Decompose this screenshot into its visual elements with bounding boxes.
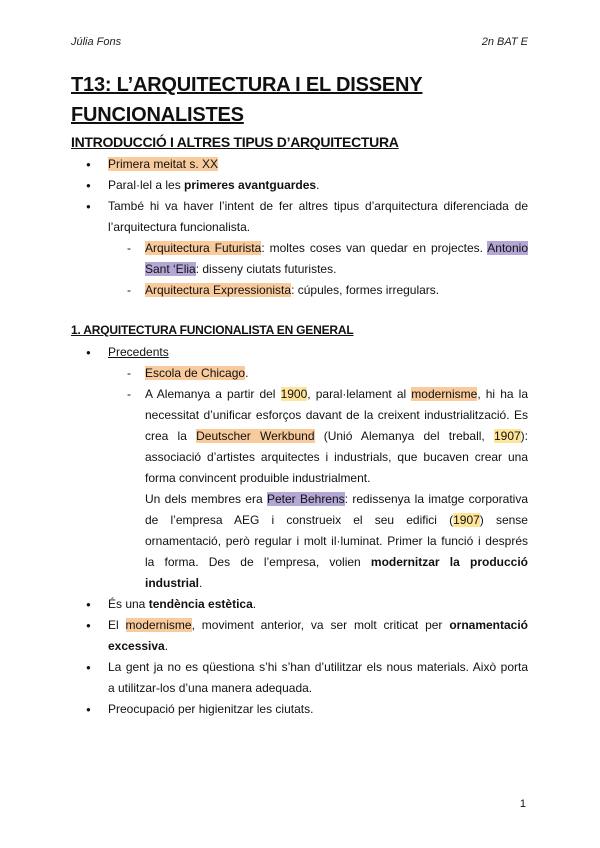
text: També hi va haver l’intent de fer altres tipus d’arquitectura diferenciada de: [108, 199, 528, 213]
paragraph-line: [145, 405, 528, 426]
document-title: T13: L’ARQUITECTURA I EL DISSENY FUNCIONALISTES: [71, 74, 423, 126]
highlight-text: modernisme: [411, 387, 478, 401]
list-item-continuation: [108, 678, 312, 699]
text: La gent ja no es qüestiona s’hi s’han d’utilitzar els nous materials. Això porta: [108, 660, 528, 674]
bold-text: industrial: [145, 576, 200, 590]
text: necessitat d’unificar esforços davant de la creixent industrialització. Es: [145, 408, 528, 422]
text: Un dels membres era: [145, 492, 267, 506]
paragraph-line: [145, 510, 528, 531]
header-course: 2n BAT E: [481, 36, 528, 48]
paragraph-line: [145, 552, 528, 573]
highlight-date: 1907: [453, 513, 480, 527]
header-author: Júlia Fons: [71, 36, 122, 48]
text: forma convincent produible industrialment.: [145, 471, 371, 485]
paragraph-line: [145, 468, 370, 489]
bold-text: modernitzar la producció: [370, 555, 528, 569]
text: de l’empresa AEG i construeix el seu edifici (: [145, 513, 454, 527]
text: crea la: [145, 429, 197, 443]
text: Paral·lel a les: [108, 178, 185, 192]
list-item: [108, 175, 319, 196]
list-item: [108, 615, 528, 636]
text: associació d’artistes arquitectes i industrials, que bucaven crear una: [145, 450, 528, 464]
sub-list-item: [145, 280, 439, 301]
text: , hi ha la: [477, 387, 528, 401]
text: .: [316, 178, 320, 192]
highlight-name: Peter Behrens: [266, 492, 345, 506]
sub-list-item: [145, 238, 528, 259]
text: .: [245, 366, 249, 380]
bold-text: excessiva: [108, 639, 165, 653]
highlight-text: Primera meitat s. XX: [108, 157, 219, 171]
text: : cúpules, formes irregulars.: [291, 283, 440, 297]
text: ) sense: [479, 513, 528, 527]
sub-list-item: [145, 384, 528, 405]
text: És una: [108, 597, 149, 611]
text: : moltes coses van quedar en projectes.: [261, 241, 488, 255]
highlight-date: 1900: [280, 387, 308, 401]
text: a utilitzar-los d’una manera adequada.: [108, 681, 313, 695]
highlight-text: Escola de Chicago: [145, 366, 246, 380]
highlight-name: Antonio: [487, 241, 528, 255]
list-item-continuation: [108, 217, 250, 238]
highlight-date: 1907: [493, 429, 521, 443]
text: la forma. Des de l’empresa, volien: [145, 555, 371, 569]
text: : disseny ciutats futuristes.: [195, 262, 337, 276]
text: A Alemanya a partir del: [145, 387, 281, 401]
text: ):: [520, 429, 529, 443]
highlight-text: Deutscher Werkbund: [196, 429, 315, 443]
text: .: [199, 576, 203, 590]
paragraph-line: [145, 489, 528, 510]
underlined-text: Precedents: [108, 345, 169, 359]
sub-list-item-continuation: [145, 259, 336, 280]
section-heading-intro: INTRODUCCIÓ I ALTRES TIPUS D’ARQUITECTURA: [71, 134, 399, 150]
bold-text: primeres avantguardes: [184, 178, 317, 192]
highlight-text: Arquitectura Futurista: [145, 241, 262, 255]
paragraph-line: [145, 447, 528, 468]
section-heading-1: 1. ARQUITECTURA FUNCIONALISTA EN GENERAL: [71, 323, 354, 337]
sub-list-item: [145, 363, 248, 384]
list-item: [108, 699, 313, 720]
highlight-text: modernisme: [125, 618, 192, 632]
list-item: [108, 657, 528, 678]
highlight-name: Sant ‘Elia: [145, 262, 196, 276]
highlight-text: Arquitectura Expressionista: [145, 283, 292, 297]
text: Preocupació per higienitzar les ciutats.: [108, 702, 314, 716]
list-item: [108, 594, 256, 615]
text: El: [108, 618, 126, 632]
page-number: 1: [519, 798, 526, 810]
bold-text: ornamentació: [449, 618, 528, 632]
bold-text: tendència estètica: [148, 597, 253, 611]
text: , moviment anterior, va ser molt criticat per: [191, 618, 450, 632]
paragraph-line: [145, 426, 528, 447]
text: : redissenya la imatge corporativa: [344, 492, 529, 506]
list-item: [108, 342, 169, 363]
list-item: [108, 154, 218, 175]
text: (Unió Alemanya del treball,: [314, 429, 494, 443]
paragraph-line: [145, 531, 528, 552]
text: ornamentació, però regular i molt il·luminat. Primer la funció i després: [145, 534, 528, 548]
paragraph-line: [145, 573, 202, 594]
list-item: [108, 196, 528, 217]
text: , paral·lelament al: [307, 387, 412, 401]
text: .: [252, 597, 257, 611]
list-item-continuation: [108, 636, 168, 657]
text: .: [164, 639, 169, 653]
text: l’arquitectura funcionalista.: [108, 220, 251, 234]
